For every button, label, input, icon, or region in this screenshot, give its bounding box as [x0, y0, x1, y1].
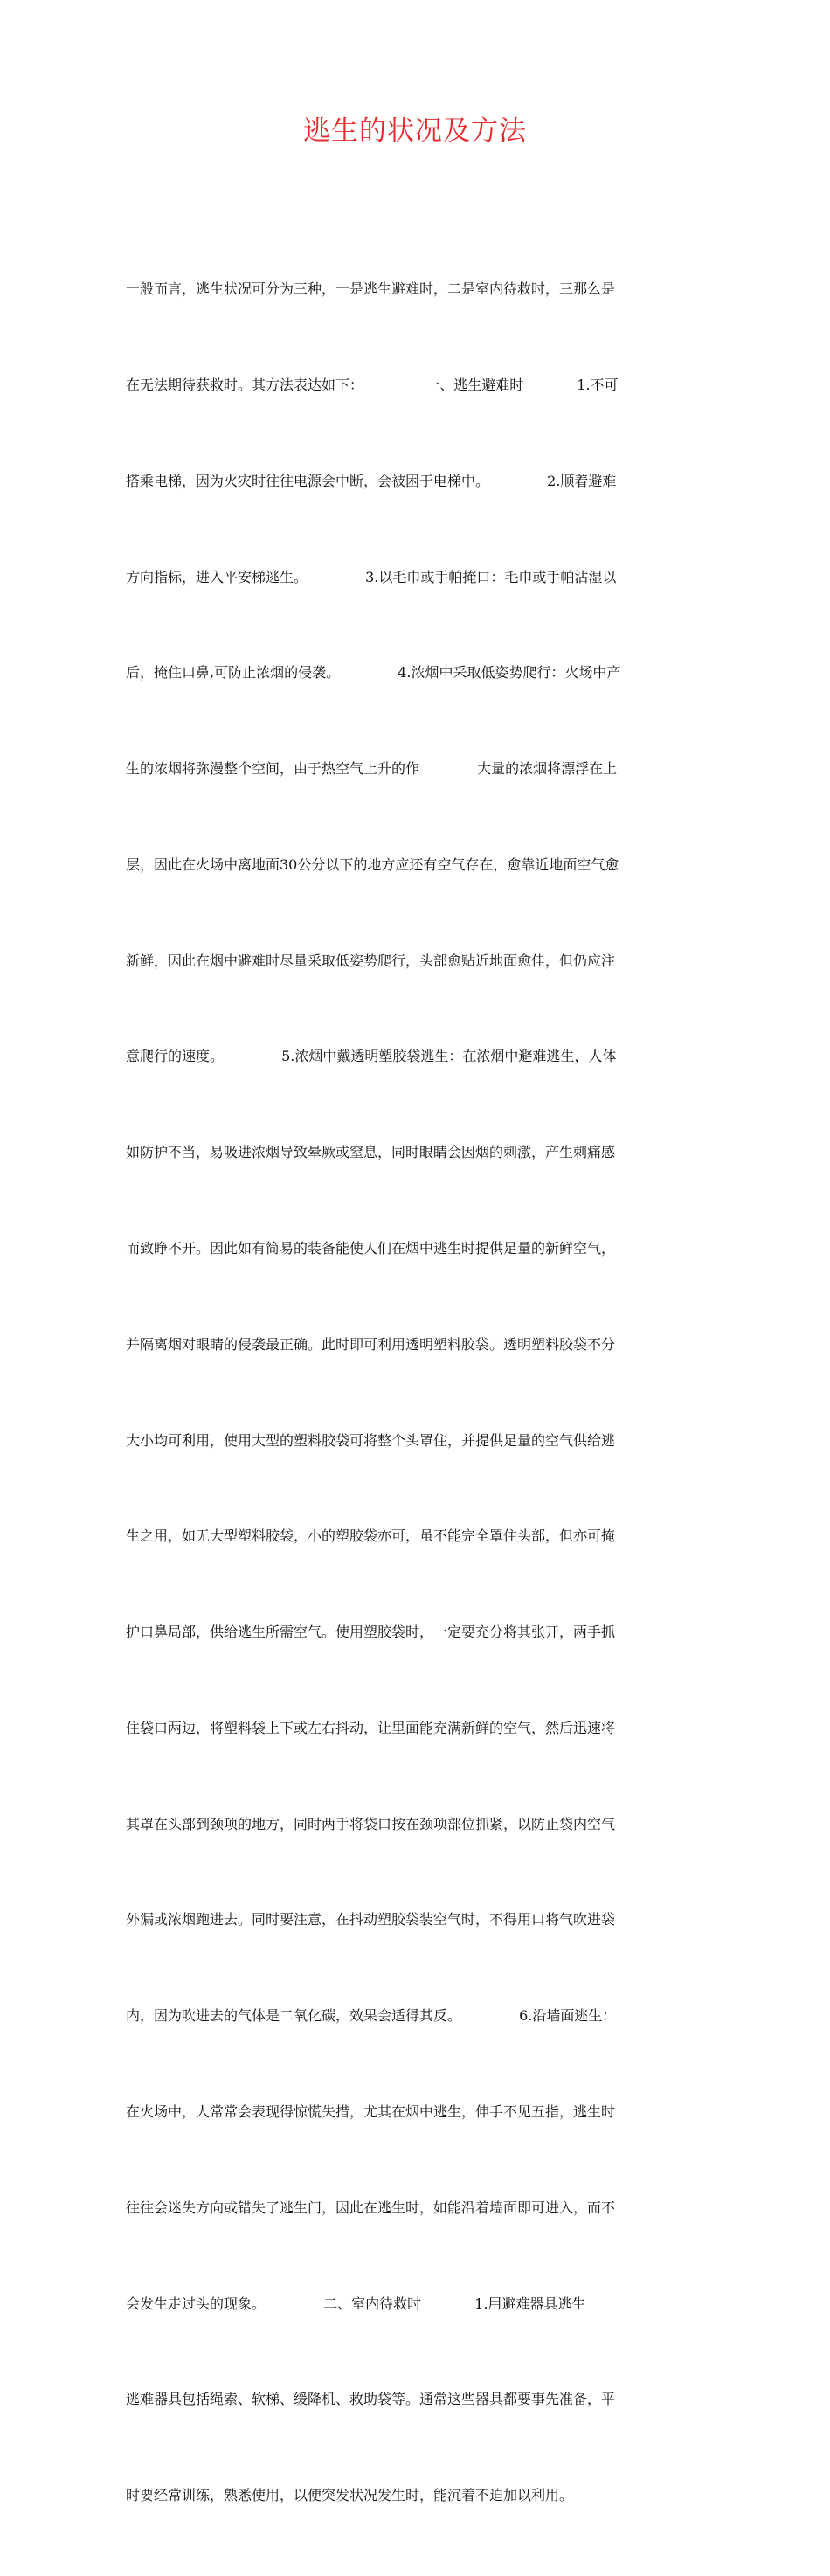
body-line: 其罩在头部到颈项的地方，同时两手将袋口按在颈项部位抓紧，以防止袋内空气 — [126, 1815, 616, 1832]
body-line: 一般而言，逃生状况可分为三种，一是逃生避难时，二是室内待救时，三那么是 — [126, 280, 616, 298]
body-line: 新鲜，因此在烟中避难时尽量采取低姿势爬行，头部愈贴近地面愈佳，但仍应注 — [126, 952, 616, 969]
body-line: 而致睁不开。因此如有简易的装备能使人们在烟中逃生时提供足量的新鲜空气， — [126, 1240, 616, 1257]
body-line: 搭乘电梯，因为火灾时往往电源会中断，会被困于电梯中。 2.顺着避难 — [126, 472, 617, 489]
body-line: 后，掩住口鼻,可防止浓烟的侵袭。 4.浓烟中采取低姿势爬行：火场中产 — [126, 664, 621, 682]
body-line: 外漏或浓烟跑进去。同时要注意，在抖动塑胶袋装空气时，不得用口将气吹进袋 — [126, 1911, 616, 1929]
body-line: 方向指标，进入平安梯逃生。 3.以毛巾或手帕掩口：毛巾或手帕沾湿以 — [126, 568, 617, 585]
body-line: 逃难器具包括绳索、软梯、缓降机、救助袋等。通常这些器具都要事先准备，平 — [126, 2391, 616, 2408]
body-line: 护口鼻局部，供给逃生所需空气。使用塑胶袋时，一定要充分将其张开，两手抓 — [126, 1624, 616, 1641]
body-line: 并隔离烟对眼睛的侵袭最正确。此时即可利用透明塑料胶袋。透明塑料胶袋不分 — [126, 1335, 616, 1353]
body-line: 生的浓烟将弥漫整个空间，由于热空气上升的作 大量的浓烟将漂浮在上 — [126, 760, 618, 778]
body-line: 生之用，如无大型塑料胶袋，小的塑胶袋亦可，虽不能完全罩住头部，但亦可掩 — [126, 1527, 616, 1545]
body-line: 在无法期待获救时。其方法表达如下： 一、逃生避难时 1.不可 — [126, 376, 619, 393]
body-line: 会发生走过头的现象。 二、室内待救时 1.用避难器具逃生 — [126, 2295, 586, 2312]
body-line: 如防护不当，易吸进浓烟导致晕厥或窒息，同时眼睛会因烟的刺激，产生刺痛感 — [126, 1144, 616, 1161]
document-body — [126, 210, 704, 2576]
body-line: 层，因此在火场中离地面30公分以下的地方应还有空气存在，愈靠近地面空气愈 — [126, 855, 619, 873]
body-line: 大小均可利用，使用大型的塑料胶袋可将整个头罩住，并提供足量的空气供给逃 — [126, 1431, 616, 1449]
body-line: 住袋口两边，将塑料袋上下或左右抖动，让里面能充满新鲜的空气，然后迅速将 — [126, 1719, 616, 1736]
body-line: 往往会迷失方向或错失了逃生门，因此在逃生时，如能沿着墙面即可进入，而不 — [126, 2199, 616, 2216]
body-line: 内，因为吹进去的气体是二氧化碳，效果会适得其反。 6.沿墙面逃生： — [126, 2007, 617, 2025]
document-title: 逃生的状况及方法 — [303, 115, 527, 147]
body-line: 在火场中，人常常会表现得惊慌失措，尤其在烟中逃生，伸手不见五指，逃生时 — [126, 2103, 616, 2121]
body-line: 意爬行的速度。 5.浓烟中戴透明塑胶袋逃生：在浓烟中避难逃生，人体 — [126, 1048, 617, 1065]
body-line: 时要经常训练，熟悉使用，以便突发状况发生时，能沉着不迫加以利用。 — [126, 2487, 574, 2504]
